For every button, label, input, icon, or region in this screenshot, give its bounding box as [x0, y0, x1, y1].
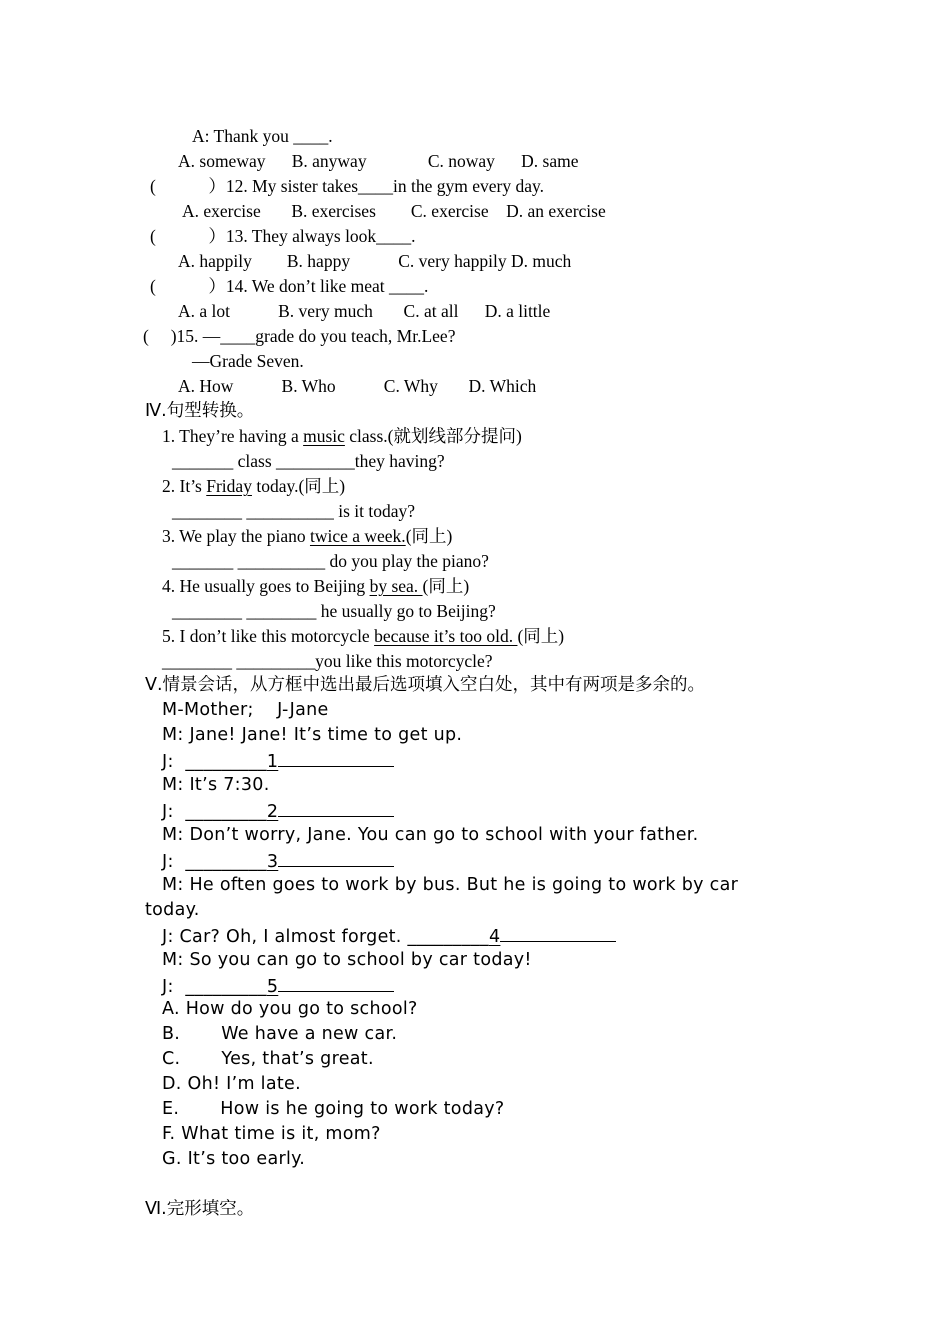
blank-5-number: 5 — [266, 977, 279, 997]
choice-b: B. We have a new car. — [162, 1024, 398, 1044]
dialogue-j1: J: _________1 — [162, 748, 394, 773]
dialogue-m3: M: Don’t worry, Jane. You can go to school with your father. — [162, 825, 699, 845]
q15-options: A. How B. Who C. Why D. Which — [178, 376, 537, 396]
section4-answer-2: ________ __________ is it today? — [172, 501, 416, 521]
blank-2-number: 2 — [266, 802, 279, 822]
section4-item-5: 5. I don’t like this motorcycle because it’s too old. (同上) — [162, 626, 565, 646]
q12-options: A. exercise B. exercises C. exercise D. an exercise — [182, 201, 606, 221]
dialogue-m2: M: It’s 7:30. — [162, 775, 270, 795]
blank-3-number: 3 — [266, 852, 279, 872]
section4-heading: Ⅳ.句型转换。 — [145, 401, 255, 421]
choice-e: E. How is he going to work today? — [162, 1099, 505, 1119]
choice-f: F. What time is it, mom? — [162, 1124, 381, 1144]
dialogue-j5: J: _________5 — [162, 973, 394, 998]
section4-item-3: 3. We play the piano twice a week.(同上) — [162, 526, 453, 546]
section5-heading: Ⅴ.情景会话，从方框中选出最后选项填入空白处，其中有两项是多余的。 — [145, 675, 706, 695]
q15-answer: —Grade Seven. — [192, 351, 304, 371]
q11-options: A. someway B. anyway C. noway D. same — [178, 151, 579, 171]
dialogue-j4: J: Car? Oh, I almost forget. _________4 — [162, 923, 616, 948]
section4-item-1: 1. They’re having a music class.(就划线部分提问) — [162, 426, 522, 446]
dialogue-m5: M: So you can go to school by car today! — [162, 950, 532, 970]
q13-options: A. happily B. happy C. very happily D. much — [178, 251, 572, 271]
q15-stem: ( )15. —____grade do you teach, Mr.Lee? — [143, 326, 456, 346]
section4-item-4: 4. He usually goes to Beijing by sea. (同上) — [162, 576, 470, 596]
choice-c: C. Yes, that’s great. — [162, 1049, 374, 1069]
dialogue-m4-cont: today. — [145, 900, 200, 920]
dialogue-roles: M-Mother; J-Jane — [162, 700, 329, 720]
dialogue-m4: M: He often goes to work by bus. But he is going to work by car — [162, 875, 739, 895]
section6-heading: Ⅵ.完形填空。 — [145, 1199, 255, 1219]
blank-1-number: 1 — [266, 752, 279, 772]
dialogue-m1: M: Jane! Jane! It’s time to get up. — [162, 725, 463, 745]
section4-answer-3: _______ __________ do you play the piano? — [172, 551, 489, 571]
section4-answer-1: _______ class _________they having? — [172, 451, 445, 471]
q13-stem: ( ）13. They always look____. — [150, 226, 416, 246]
section4-answer-4: ________ ________ he usually go to Beijing? — [172, 601, 496, 621]
section4-item-2: 2. It’s Friday today.(同上) — [162, 476, 346, 496]
section4-answer-5: ________ _________you like this motorcycle? — [162, 651, 493, 671]
q14-options: A. a lot B. very much C. at all D. a little — [178, 301, 551, 321]
choice-g: G. It’s too early. — [162, 1149, 306, 1169]
choice-d: D. Oh! I’m late. — [162, 1074, 301, 1094]
dialogue-j3: J: _________3 — [162, 848, 394, 873]
choice-a: A. How do you go to school? — [162, 999, 418, 1019]
q12-stem: ( ）12. My sister takes____in the gym every day. — [150, 176, 545, 196]
q14-stem: ( ）14. We don’t like meat ____. — [150, 276, 429, 296]
blank-4-number: 4 — [488, 927, 501, 947]
dialogue-j2: J: _________2 — [162, 798, 394, 823]
q11-stem: A: Thank you ____. — [192, 126, 333, 146]
